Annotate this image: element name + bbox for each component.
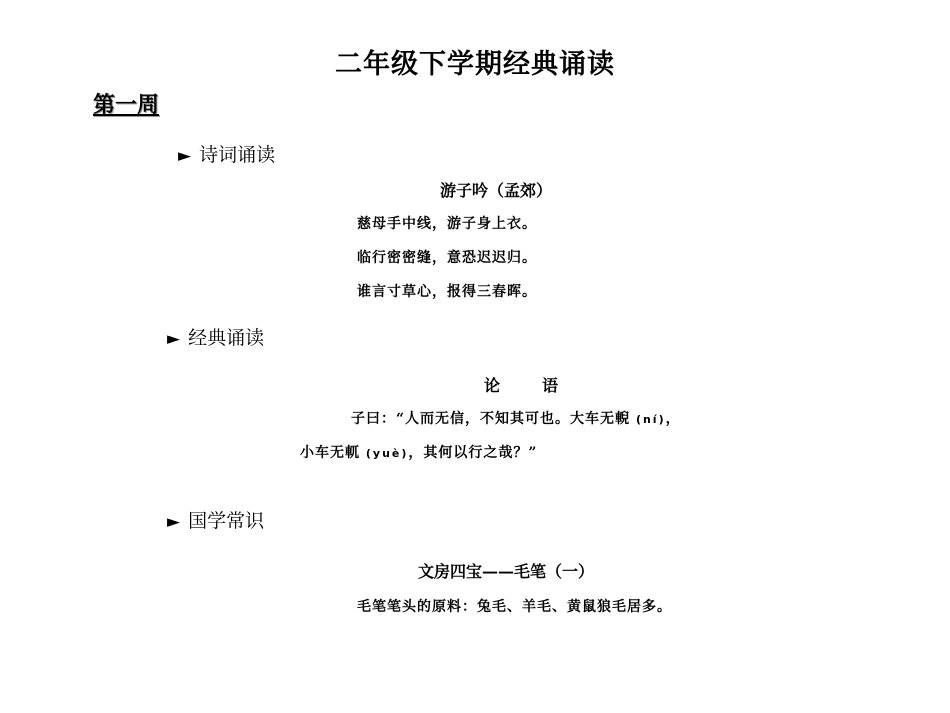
lunyu-title-part2: 语 (542, 376, 559, 395)
quote-text-end: ， (665, 411, 681, 427)
quote-text: 小车无軏 (300, 445, 360, 461)
bullet-arrow-icon: ► (167, 329, 181, 349)
pinyin-annotation: (ní) (635, 413, 666, 426)
section-guoxue-heading (167, 506, 264, 533)
bullet-arrow-icon: ► (178, 146, 192, 166)
quote-text: 子曰：“人而无信，不知其可也。大车无輗 (351, 411, 631, 427)
lunyu-title (484, 373, 558, 396)
week-heading: 第一周 (93, 93, 160, 118)
page-title: 二年级下学期经典诵读 (335, 49, 615, 80)
poem-title: 游子吟（孟郊） (440, 181, 553, 200)
lunyu-title-part1: 论 (484, 376, 501, 395)
section-poem-heading (178, 140, 275, 167)
pinyin-annotation: (yuè) (365, 447, 409, 460)
section-classic-label: 经典诵读 (188, 327, 265, 349)
brush-title: 文房四宝——毛笔（一） (418, 562, 595, 581)
section-poem-label: 诗词诵读 (199, 144, 276, 166)
poem-line: 慈母手中线，游子身上衣。 (357, 216, 537, 232)
quote-line (300, 442, 537, 462)
section-classic-heading (167, 324, 277, 353)
section-guoxue-label: 国学常识 (188, 510, 265, 532)
poem-line: 谁言寸草心，报得三春晖。 (357, 284, 537, 300)
poem-line: 临行密密缝，意恐迟迟归。 (357, 250, 537, 266)
quote-text-end: ，其何以行之哉？” (408, 445, 538, 461)
brush-line: 毛笔笔头的原料：兔毛、羊毛、黄鼠狼毛居多。 (357, 599, 672, 615)
bullet-arrow-icon: ► (167, 512, 181, 532)
quote-line (351, 408, 681, 428)
